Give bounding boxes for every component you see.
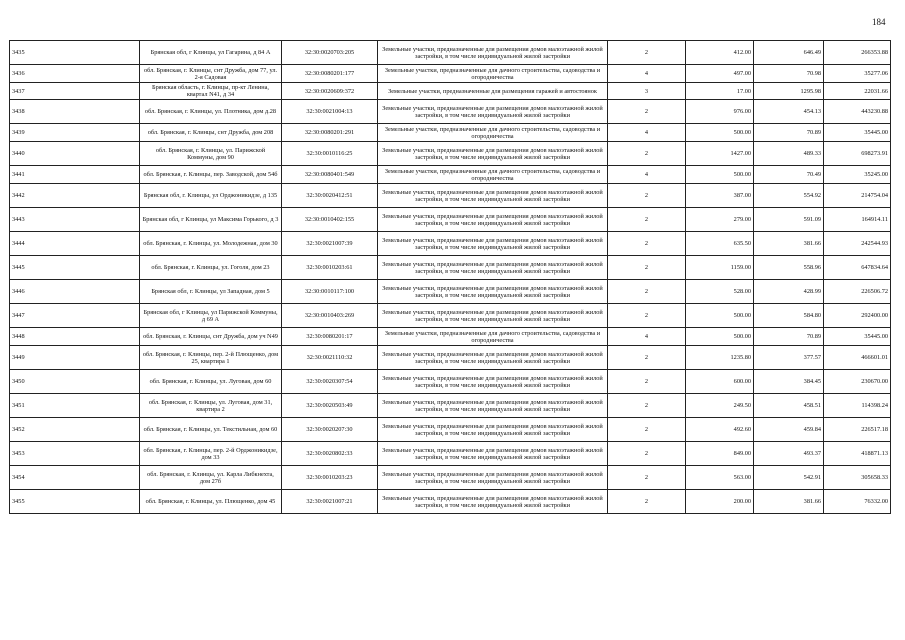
cadastral-number-cell: 32:30:0010117:100 — [282, 280, 378, 304]
table-row — [10, 83, 891, 100]
unit-price-cell: 646.49 — [754, 41, 824, 65]
land-use-cell: Земельные участки, предназначенные для размещения домов малоэтажной жилой застройки, в том числе индивидуальной жилой застройки — [378, 490, 608, 514]
land-use-cell: Земельные участки, предназначенные для размещения домов малоэтажной жилой застройки, в том числе индивидуальной жилой застройки — [378, 442, 608, 466]
category-cell: 2 — [608, 466, 686, 490]
cadastral-value-cell: 35277.06 — [824, 65, 891, 83]
cadastral-number-cell: 32:30:0010203:23 — [282, 466, 378, 490]
unit-price-cell: 454.13 — [754, 100, 824, 124]
row-number: 3443 — [10, 208, 140, 232]
address-cell: обл. Брянская, г. Клинцы, снт Дружба, дом 208 — [140, 124, 282, 142]
address-cell: обл. Брянская, г. Клинцы, ул. Плющенко, дом 45 — [140, 490, 282, 514]
area-cell: 1235.80 — [686, 346, 754, 370]
category-cell: 2 — [608, 208, 686, 232]
address-cell: обл. Брянская, г. Клинцы, пер. Заводской, дом 54б — [140, 166, 282, 184]
table-row — [10, 256, 891, 280]
table-row — [10, 466, 891, 490]
area-cell: 1427.00 — [686, 142, 754, 166]
unit-price-cell: 70.89 — [754, 328, 824, 346]
unit-price-cell: 381.66 — [754, 232, 824, 256]
table-row — [10, 65, 891, 83]
row-number: 3438 — [10, 100, 140, 124]
land-use-cell: Земельные участки, предназначенные для размещения домов малоэтажной жилой застройки, в том числе индивидуальной жилой застройки — [378, 394, 608, 418]
land-use-cell: Земельные участки, предназначенные для размещения домов малоэтажной жилой застройки, в том числе индивидуальной жилой застройки — [378, 466, 608, 490]
unit-price-cell: 554.92 — [754, 184, 824, 208]
address-cell: Брянская обл, г. Клинцы, ул Западная, дом 5 — [140, 280, 282, 304]
table-row — [10, 370, 891, 394]
cadastral-value-cell: 242544.93 — [824, 232, 891, 256]
row-number: 3450 — [10, 370, 140, 394]
area-cell: 17.00 — [686, 83, 754, 100]
row-number: 3452 — [10, 418, 140, 442]
land-use-cell: Земельные участки, предназначенные для размещения домов малоэтажной жилой застройки, в том числе индивидуальной жилой застройки — [378, 100, 608, 124]
table-body — [10, 41, 891, 514]
land-use-cell: Земельные участки, предназначенные для размещения домов малоэтажной жилой застройки, в том числе индивидуальной жилой застройки — [378, 41, 608, 65]
area-cell: 387.00 — [686, 184, 754, 208]
unit-price-cell: 591.09 — [754, 208, 824, 232]
address-cell: Брянская обл, г Клинцы, ул Парижской Коммуны, д 69 А — [140, 304, 282, 328]
cadastral-number-cell: 32:30:0021007:21 — [282, 490, 378, 514]
cadastral-value-cell: 698273.91 — [824, 142, 891, 166]
land-use-cell: Земельные участки, предназначенные для дачного строительства, садоводства и огородничества — [378, 124, 608, 142]
land-use-cell: Земельные участки, предназначенные для размещения гаражей и автостоянок — [378, 83, 608, 100]
table-row — [10, 442, 891, 466]
category-cell: 2 — [608, 232, 686, 256]
table-row — [10, 100, 891, 124]
unit-price-cell: 384.45 — [754, 370, 824, 394]
cadastral-number-cell: 32:30:0020412:51 — [282, 184, 378, 208]
table-row — [10, 490, 891, 514]
land-use-cell: Земельные участки, предназначенные для размещения домов малоэтажной жилой застройки, в том числе индивидуальной жилой застройки — [378, 346, 608, 370]
cadastral-value-cell: 22031.66 — [824, 83, 891, 100]
address-cell: Брянская область, г. Клинцы, пр-кт Ленина, квартал N41, д 34 — [140, 83, 282, 100]
category-cell: 4 — [608, 124, 686, 142]
table-row — [10, 394, 891, 418]
table-row — [10, 166, 891, 184]
land-use-cell: Земельные участки, предназначенные для размещения домов малоэтажной жилой застройки, в том числе индивидуальной жилой застройки — [378, 370, 608, 394]
cadastral-value-cell: 164914.11 — [824, 208, 891, 232]
address-cell: Брянская обл, г Клинцы, ул Гагарина, д 84 А — [140, 41, 282, 65]
cadastral-value-cell: 443230.88 — [824, 100, 891, 124]
table-row — [10, 208, 891, 232]
unit-price-cell: 542.91 — [754, 466, 824, 490]
row-number: 3440 — [10, 142, 140, 166]
table-row — [10, 142, 891, 166]
category-cell: 4 — [608, 166, 686, 184]
cadastral-number-cell: 32:30:0080201:291 — [282, 124, 378, 142]
area-cell: 849.00 — [686, 442, 754, 466]
land-use-cell: Земельные участки, предназначенные для размещения домов малоэтажной жилой застройки, в том числе индивидуальной жилой застройки — [378, 304, 608, 328]
table-row — [10, 280, 891, 304]
land-use-cell: Земельные участки, предназначенные для размещения домов малоэтажной жилой застройки, в том числе индивидуальной жилой застройки — [378, 208, 608, 232]
unit-price-cell: 428.99 — [754, 280, 824, 304]
area-cell: 528.00 — [686, 280, 754, 304]
table-row — [10, 304, 891, 328]
area-cell: 500.00 — [686, 124, 754, 142]
address-cell: обл. Брянская, г. Клинцы, ул. Луговая, дом 60 — [140, 370, 282, 394]
category-cell: 2 — [608, 142, 686, 166]
cadastral-value-cell: 305658.33 — [824, 466, 891, 490]
unit-price-cell: 70.49 — [754, 166, 824, 184]
unit-price-cell: 70.89 — [754, 124, 824, 142]
land-use-cell: Земельные участки, предназначенные для размещения домов малоэтажной жилой застройки, в том числе индивидуальной жилой застройки — [378, 184, 608, 208]
cadastral-number-cell: 32:30:0010403:269 — [282, 304, 378, 328]
cadastral-value-cell: 76332.00 — [824, 490, 891, 514]
category-cell: 3 — [608, 83, 686, 100]
category-cell: 2 — [608, 100, 686, 124]
unit-price-cell: 381.66 — [754, 490, 824, 514]
cadastral-value-cell: 292400.00 — [824, 304, 891, 328]
row-number: 3448 — [10, 328, 140, 346]
unit-price-cell: 584.80 — [754, 304, 824, 328]
area-cell: 249.50 — [686, 394, 754, 418]
area-cell: 500.00 — [686, 166, 754, 184]
row-number: 3454 — [10, 466, 140, 490]
row-number: 3447 — [10, 304, 140, 328]
area-cell: 492.60 — [686, 418, 754, 442]
category-cell: 2 — [608, 394, 686, 418]
address-cell: обл. Брянская, г. Клинцы, ул. Парижской Коммуны, дом 90 — [140, 142, 282, 166]
unit-price-cell: 70.98 — [754, 65, 824, 83]
address-cell: обл. Брянская, г. Клинцы, ул. Плотника, дом д.28 — [140, 100, 282, 124]
address-cell: Брянская обл, г Клинцы, ул Максима Горького, д 3 — [140, 208, 282, 232]
cadastral-value-cell: 214754.04 — [824, 184, 891, 208]
cadastral-number-cell: 32:30:0010116:25 — [282, 142, 378, 166]
category-cell: 2 — [608, 442, 686, 466]
row-number: 3445 — [10, 256, 140, 280]
cadastral-value-cell: 418871.13 — [824, 442, 891, 466]
address-cell: обл. Брянская, г. Клинцы, ул. Луговая, дом 31, квартира 2 — [140, 394, 282, 418]
land-use-cell: Земельные участки, предназначенные для дачного строительства, садоводства и огородничества — [378, 166, 608, 184]
unit-price-cell: 459.84 — [754, 418, 824, 442]
area-cell: 635.50 — [686, 232, 754, 256]
table-row — [10, 124, 891, 142]
land-registry-table — [9, 40, 891, 514]
cadastral-number-cell: 32:30:0020609:372 — [282, 83, 378, 100]
cadastral-value-cell: 226517.18 — [824, 418, 891, 442]
cadastral-number-cell: 32:30:0021110:32 — [282, 346, 378, 370]
cadastral-number-cell: 32:30:0020503:49 — [282, 394, 378, 418]
area-cell: 600.00 — [686, 370, 754, 394]
cadastral-value-cell: 647834.64 — [824, 256, 891, 280]
row-number: 3442 — [10, 184, 140, 208]
category-cell: 2 — [608, 370, 686, 394]
area-cell: 1159.00 — [686, 256, 754, 280]
cadastral-value-cell: 35245.00 — [824, 166, 891, 184]
address-cell: обл. Брянская, г. Клинцы, ул. Гоголя, дом 23 — [140, 256, 282, 280]
area-cell: 412.00 — [686, 41, 754, 65]
table-row — [10, 328, 891, 346]
address-cell: обл. Брянская, г. Клинцы, ул. Карла Либкнехта, дом 27б — [140, 466, 282, 490]
category-cell: 4 — [608, 65, 686, 83]
row-number: 3449 — [10, 346, 140, 370]
row-number: 3453 — [10, 442, 140, 466]
cadastral-value-cell: 35445.00 — [824, 124, 891, 142]
category-cell: 2 — [608, 418, 686, 442]
cadastral-value-cell: 226506.72 — [824, 280, 891, 304]
row-number: 3436 — [10, 65, 140, 83]
land-use-cell: Земельные участки, предназначенные для размещения домов малоэтажной жилой застройки, в том числе индивидуальной жилой застройки — [378, 142, 608, 166]
unit-price-cell: 377.57 — [754, 346, 824, 370]
address-cell: обл. Брянская, г. Клинцы, снт Дружба, дом 77, ул. 2-я Садовая — [140, 65, 282, 83]
table-row — [10, 346, 891, 370]
cadastral-number-cell: 32:30:0080401:549 — [282, 166, 378, 184]
cadastral-number-cell: 32:30:0021007:39 — [282, 232, 378, 256]
row-number: 3439 — [10, 124, 140, 142]
address-cell: Брянская обл, г. Клинцы, ул Орджоникидзе, д 135 — [140, 184, 282, 208]
cadastral-number-cell: 32:30:0080201:17 — [282, 328, 378, 346]
address-cell: обл. Брянская, г. Клинцы, ул. Молодежная, дом 30 — [140, 232, 282, 256]
category-cell: 2 — [608, 346, 686, 370]
cadastral-value-cell: 35445.00 — [824, 328, 891, 346]
cadastral-value-cell: 114398.24 — [824, 394, 891, 418]
table-row — [10, 184, 891, 208]
area-cell: 497.00 — [686, 65, 754, 83]
land-use-cell: Земельные участки, предназначенные для размещения домов малоэтажной жилой застройки, в том числе индивидуальной жилой застройки — [378, 418, 608, 442]
unit-price-cell: 489.33 — [754, 142, 824, 166]
category-cell: 2 — [608, 256, 686, 280]
area-cell: 200.00 — [686, 490, 754, 514]
row-number: 3435 — [10, 41, 140, 65]
table-row — [10, 41, 891, 65]
area-cell: 563.00 — [686, 466, 754, 490]
address-cell: обл. Брянская, г. Клинцы, ул. Текстильная, дом 60 — [140, 418, 282, 442]
category-cell: 2 — [608, 184, 686, 208]
cadastral-number-cell: 32:30:0020802:33 — [282, 442, 378, 466]
table-row — [10, 418, 891, 442]
land-use-cell: Земельные участки, предназначенные для дачного строительства, садоводства и огородничества — [378, 328, 608, 346]
row-number: 3451 — [10, 394, 140, 418]
page-number: 184 — [872, 17, 886, 27]
cadastral-number-cell: 32:30:0020207:30 — [282, 418, 378, 442]
row-number: 3437 — [10, 83, 140, 100]
cadastral-number-cell: 32:30:0020307:54 — [282, 370, 378, 394]
category-cell: 2 — [608, 41, 686, 65]
category-cell: 2 — [608, 304, 686, 328]
area-cell: 976.00 — [686, 100, 754, 124]
unit-price-cell: 493.37 — [754, 442, 824, 466]
land-use-cell: Земельные участки, предназначенные для размещения домов малоэтажной жилой застройки, в том числе индивидуальной жилой застройки — [378, 256, 608, 280]
table-row — [10, 232, 891, 256]
row-number: 3441 — [10, 166, 140, 184]
area-cell: 500.00 — [686, 328, 754, 346]
category-cell: 2 — [608, 490, 686, 514]
area-cell: 500.00 — [686, 304, 754, 328]
cadastral-value-cell: 266353.88 — [824, 41, 891, 65]
category-cell: 4 — [608, 328, 686, 346]
address-cell: обл. Брянская, г. Клинцы, снт Дружба, дом уч N49 — [140, 328, 282, 346]
land-use-cell: Земельные участки, предназначенные для размещения домов малоэтажной жилой застройки, в том числе индивидуальной жилой застройки — [378, 232, 608, 256]
row-number: 3446 — [10, 280, 140, 304]
cadastral-number-cell: 32:30:0020703:205 — [282, 41, 378, 65]
cadastral-number-cell: 32:30:0010203:61 — [282, 256, 378, 280]
unit-price-cell: 458.51 — [754, 394, 824, 418]
unit-price-cell: 1295.98 — [754, 83, 824, 100]
land-use-cell: Земельные участки, предназначенные для дачного строительства, садоводства и огородничества — [378, 65, 608, 83]
row-number: 3455 — [10, 490, 140, 514]
area-cell: 279.00 — [686, 208, 754, 232]
cadastral-number-cell: 32:30:0021004:13 — [282, 100, 378, 124]
cadastral-number-cell: 32:30:0080201:177 — [282, 65, 378, 83]
cadastral-value-cell: 466601.01 — [824, 346, 891, 370]
address-cell: обл. Брянская, г. Клинцы, пер. 2-й Орджоникидзе, дом 33 — [140, 442, 282, 466]
cadastral-value-cell: 230670.00 — [824, 370, 891, 394]
address-cell: обл. Брянская, г. Клинцы, пер. 2-й Плющенко, дом 25, квартира 1 — [140, 346, 282, 370]
category-cell: 2 — [608, 280, 686, 304]
row-number: 3444 — [10, 232, 140, 256]
unit-price-cell: 558.96 — [754, 256, 824, 280]
cadastral-number-cell: 32:30:0010402:155 — [282, 208, 378, 232]
land-use-cell: Земельные участки, предназначенные для размещения домов малоэтажной жилой застройки, в том числе индивидуальной жилой застройки — [378, 280, 608, 304]
